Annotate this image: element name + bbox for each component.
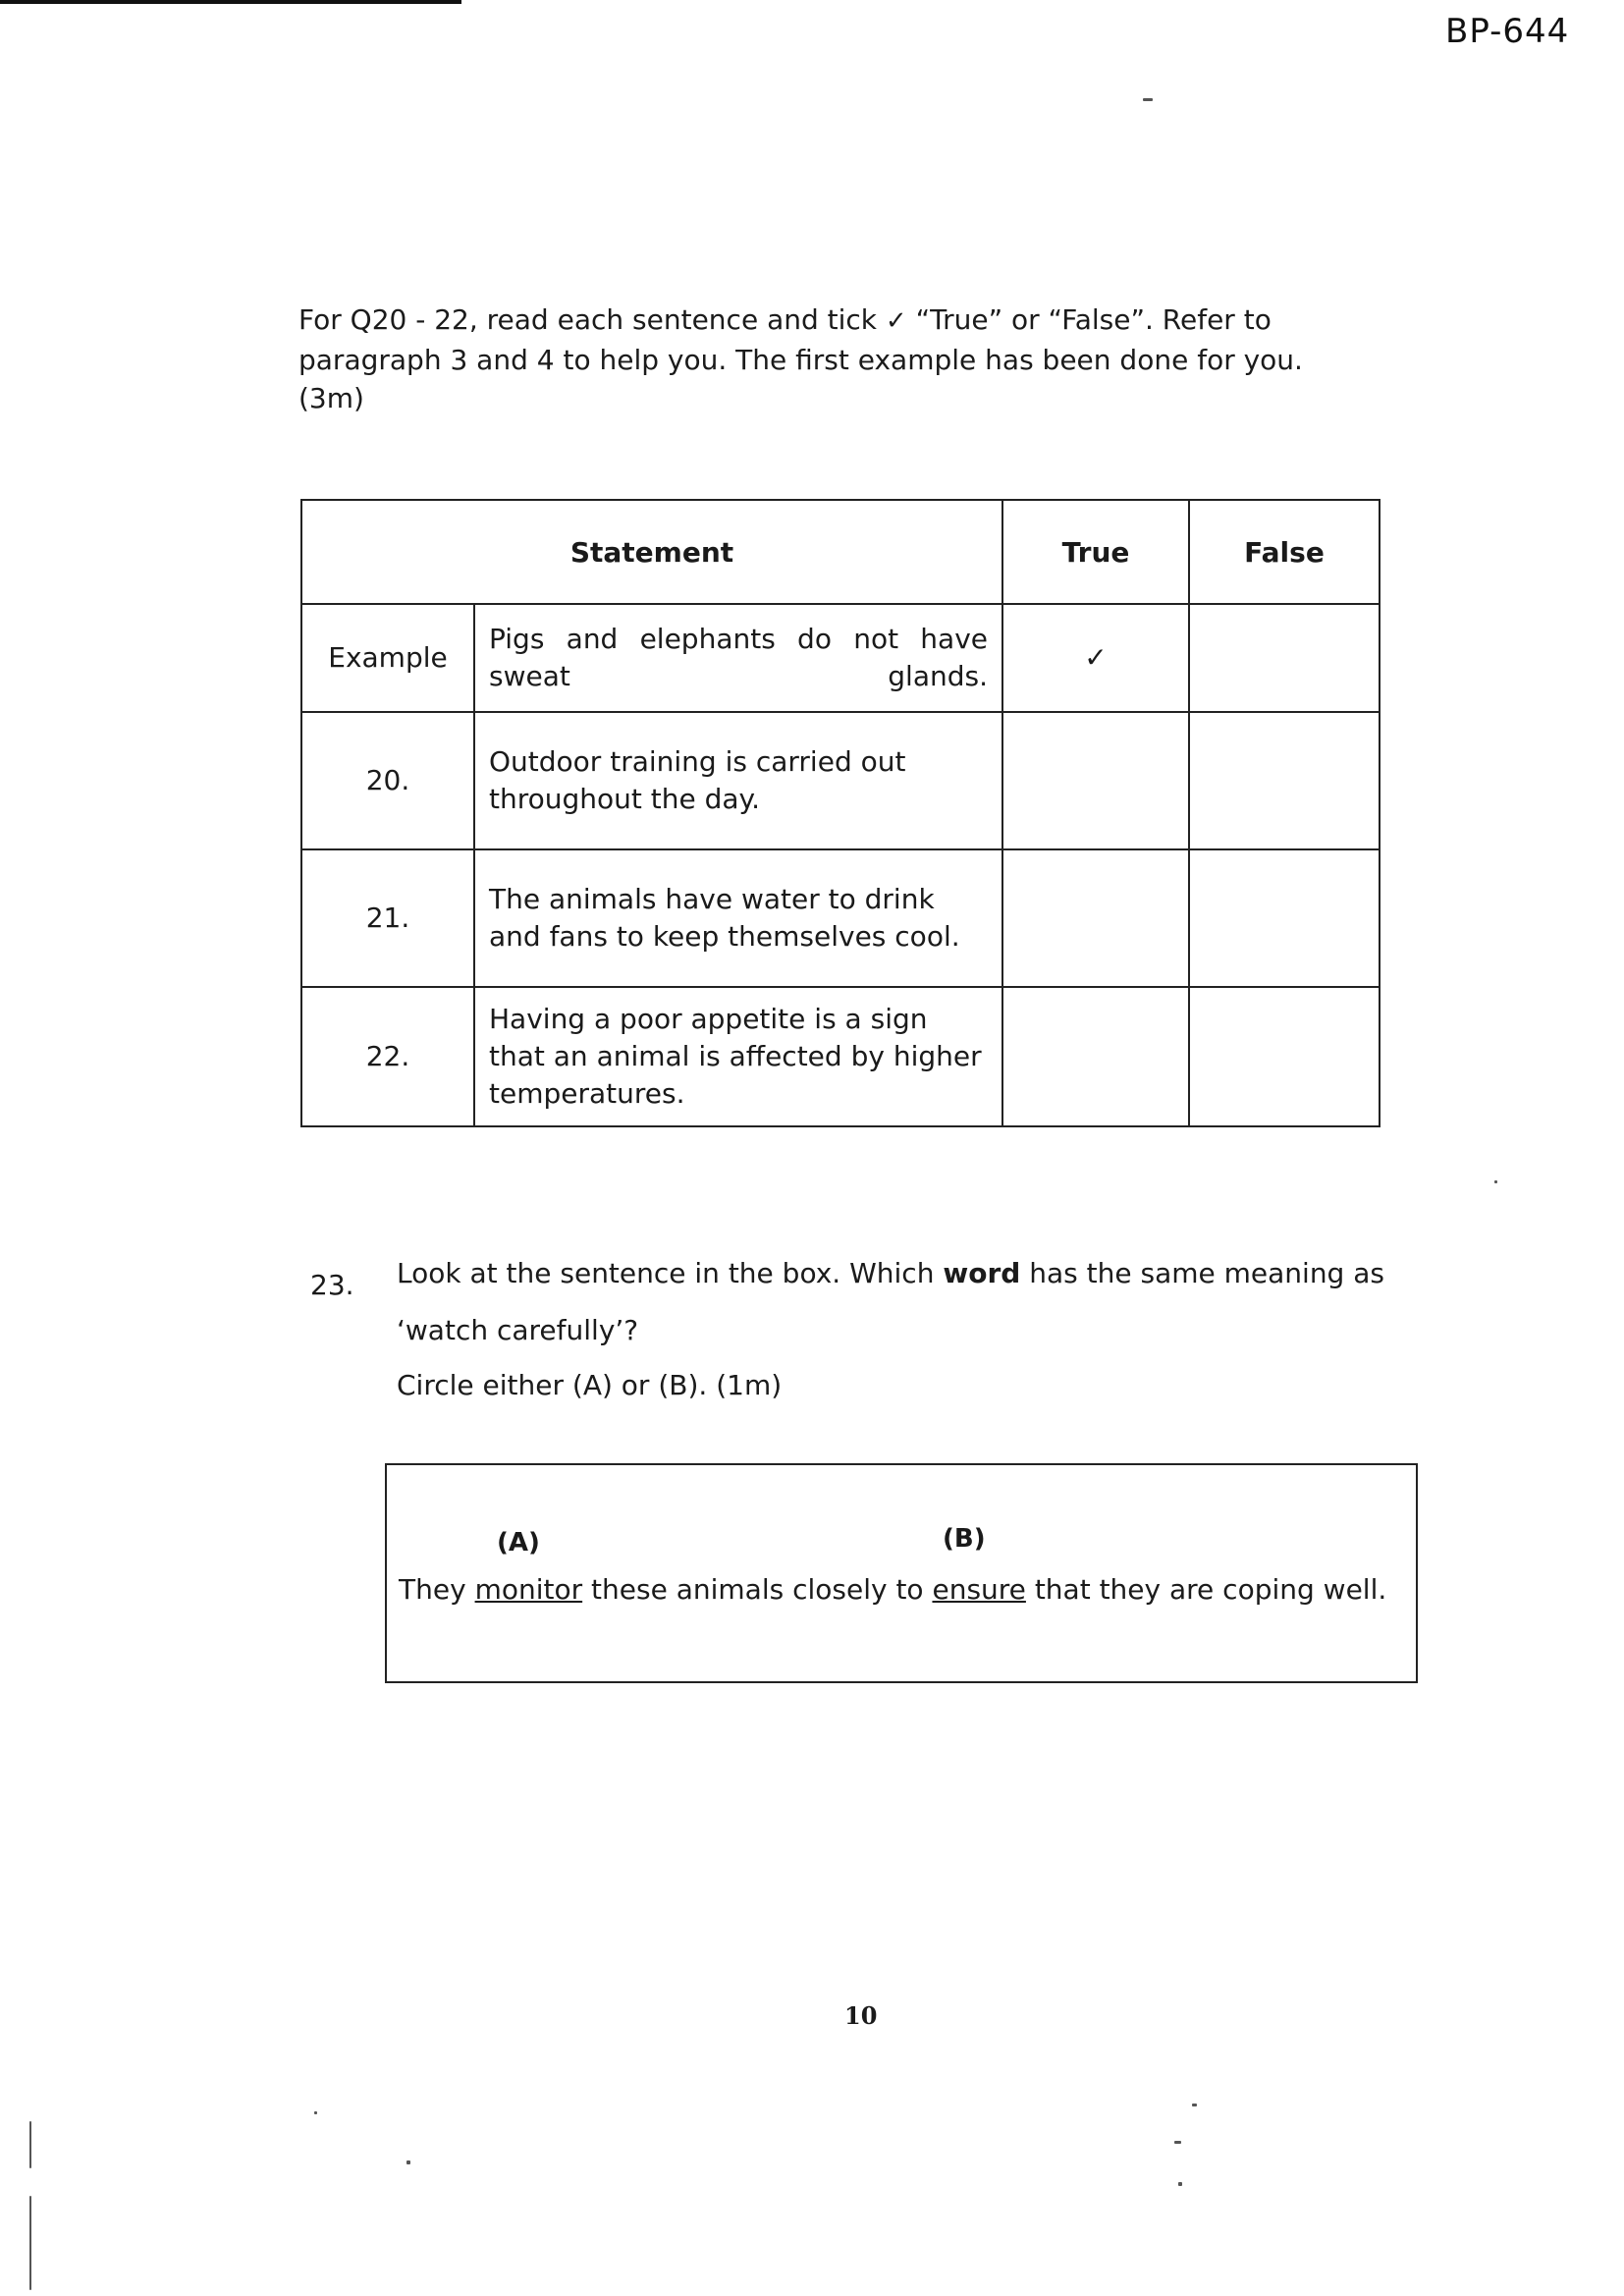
scan-speck [314,2111,317,2114]
option-b-label[interactable]: (B) [943,1524,986,1554]
header-statement: Statement [301,500,1002,604]
question-23-line-1 [397,1257,1384,1289]
scan-speck [1143,98,1153,101]
q23-bold-word: word [943,1257,1021,1289]
question-23-line-3: Circle either (A) or (B). (1m) [397,1369,783,1401]
boxed-sentence [399,1573,1386,1606]
sentence-part-3: that they are coping well. [1034,1573,1387,1606]
sentence-part-2: these animals closely to [591,1573,924,1606]
statement-cell: Having a poor appetite is a sign that an animal is affected by higher temperatures. [474,987,1002,1126]
true-cell[interactable] [1002,849,1189,987]
document-code: BP-644 [1445,12,1570,51]
scan-speck [1192,2104,1197,2106]
question-23-number: 23. [310,1269,354,1301]
statement-cell: Pigs and elephants do not have sweat glands. [474,604,1002,712]
instruction-text [298,301,1325,417]
header-true: True [1002,500,1189,604]
true-false-table [300,499,1380,1127]
table-row [301,849,1380,987]
row-number: Example [301,604,474,712]
q23-text-before: Look at the sentence in the box. Which [397,1257,935,1289]
scan-speck [1494,1180,1497,1183]
table-header-row [301,500,1380,604]
row-number: 22. [301,987,474,1126]
instruction-part-1: For Q20 - 22, read each sentence and tick [298,303,878,336]
true-cell[interactable] [1002,987,1189,1126]
row-number: 21. [301,849,474,987]
scan-speck [1174,2141,1181,2144]
false-cell[interactable] [1189,604,1380,712]
table-row [301,604,1380,712]
false-cell[interactable] [1189,849,1380,987]
instruction-part-2: “True” or “False”. Refer to paragraph 3 and 4 to help you. The first example has been done for you. (3m) [298,303,1303,414]
table-row [301,987,1380,1126]
scan-speck [406,2160,410,2164]
scan-margin-mark [29,2121,31,2168]
scan-margin-mark [29,2196,31,2290]
false-cell[interactable] [1189,987,1380,1126]
row-number: 20. [301,712,474,849]
table-row [301,712,1380,849]
true-cell[interactable] [1002,712,1189,849]
q23-text-after: has the same meaning as [1029,1257,1384,1289]
question-23-line-2: ‘watch carefully’? [397,1314,639,1346]
word-option-b[interactable]: ensure [932,1573,1026,1606]
top-edge-line [0,0,461,4]
scan-speck [1178,2182,1182,2186]
page-number: 10 [844,2001,878,2030]
statement-cell: Outdoor training is carried out throughout the day. [474,712,1002,849]
true-cell[interactable]: ✓ [1002,604,1189,712]
header-false: False [1189,500,1380,604]
false-cell[interactable] [1189,712,1380,849]
statement-cell: The animals have water to drink and fans to keep themselves cool. [474,849,1002,987]
sentence-part-1: They [399,1573,466,1606]
option-a-label[interactable]: (A) [497,1528,540,1558]
word-option-a[interactable]: monitor [474,1573,583,1606]
tick-icon: ✓ [885,306,907,336]
